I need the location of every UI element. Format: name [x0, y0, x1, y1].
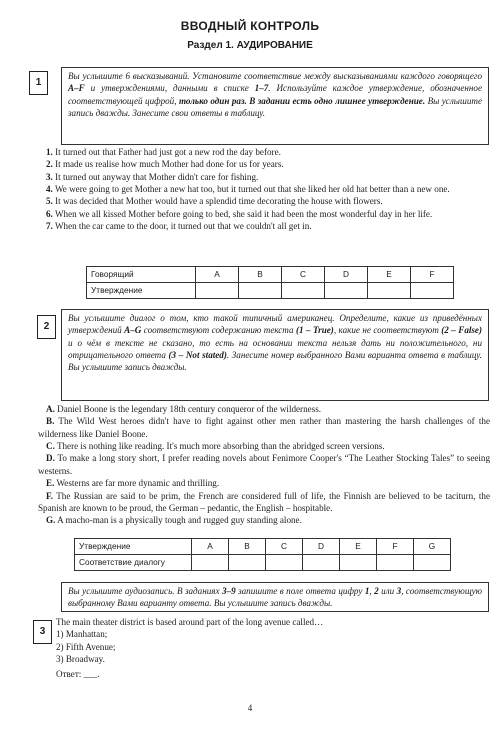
- instr-text: Вы услышите 6 высказываний. Установите соответствие между высказываниями каждого говорящего: [68, 71, 482, 81]
- col-header: G: [414, 539, 451, 555]
- statement-item: [38, 183, 490, 195]
- item-text: It was decided that Mother would have a splendid time decorating the house with flowers.: [55, 196, 383, 207]
- col-header: A: [196, 267, 239, 283]
- instr-text: ,: [369, 586, 375, 596]
- item-key: 1.: [46, 147, 53, 157]
- task-3-number: 3: [33, 620, 52, 644]
- col-header: A: [192, 539, 229, 555]
- instr-emph: (1 – True): [295, 325, 334, 336]
- col-header: E: [340, 539, 377, 555]
- col-header: B: [239, 267, 282, 283]
- page-number: 4: [247, 703, 253, 713]
- instr-text: Вы услышите запись дважды. Занесите свои ответы в таблицу.: [68, 95, 482, 119]
- instr-text: соответствуют содержанию текста: [141, 325, 296, 336]
- item-key: 7.: [46, 221, 53, 232]
- instr-text: и утверждениями, данными в списке: [84, 83, 255, 94]
- answer-cell[interactable]: [414, 555, 451, 571]
- item-text: When the car came to the door, it turned out that we couldn't all get in.: [54, 221, 312, 232]
- instr-emph: 3: [396, 586, 402, 596]
- task-1-statements: [38, 146, 490, 233]
- answer-cell[interactable]: [266, 555, 303, 571]
- statement-item: [38, 477, 490, 489]
- task-2-answer-table: [74, 538, 451, 571]
- instr-text: , соответствующую выбранному Вами варианту ответа. Вы услышите запись дважды.: [68, 586, 483, 609]
- answer-option: 1) Manhattan;: [56, 629, 108, 640]
- item-key: E.: [46, 478, 55, 489]
- instr-emph: только один раз. В задании есть одно лишнее утверждение.: [178, 95, 426, 106]
- task-2-statements: [38, 403, 490, 527]
- item-text: It turned out that Father had just got a new rod the day before.: [55, 147, 281, 157]
- item-key: G.: [46, 515, 56, 526]
- task-1-number: 1: [29, 71, 48, 95]
- statement-item: [38, 158, 490, 170]
- instr-text: . Используйте каждое утверждение, обозначенное соответствующей цифрой,: [68, 83, 482, 106]
- col-header: D: [303, 539, 340, 555]
- item-text: A macho-man is a physically tough and rugged guy standing alone.: [57, 515, 302, 526]
- answer-option: 3) Broadway.: [56, 654, 105, 665]
- row-label: Утверждение: [75, 539, 192, 555]
- statement-item: [38, 514, 490, 526]
- answer-cell[interactable]: [192, 555, 229, 571]
- item-key: F.: [46, 490, 53, 501]
- instr-emph: A–G: [124, 325, 142, 336]
- instr-emph: (2 – False): [441, 325, 482, 336]
- instr-emph: 1–7: [254, 83, 269, 94]
- instr-text: Вы услышите аудиозапись. В заданиях: [68, 586, 222, 596]
- col-header: C: [282, 267, 325, 283]
- item-key: 4.: [46, 184, 53, 195]
- instr-text: , какие не соответствуют: [333, 325, 442, 336]
- row-label: Соответствие диалогу: [75, 555, 192, 571]
- question-text: The main theater district is based around part of the long avenue called…: [56, 617, 324, 627]
- item-text: Daniel Boone is the legendary 18th century conqueror of the wilderness.: [57, 404, 322, 414]
- table-row: [87, 283, 454, 299]
- instr-text: запишите в поле ответа цифру: [235, 586, 365, 596]
- answer-cell[interactable]: [282, 283, 325, 299]
- answer-cell[interactable]: [368, 283, 411, 299]
- col-header: F: [411, 267, 454, 283]
- item-key: C.: [46, 441, 55, 452]
- col-header: B: [229, 539, 266, 555]
- page-title: ВВОДНЫЙ КОНТРОЛЬ: [180, 19, 320, 33]
- item-key: 3.: [46, 171, 53, 182]
- item-text: To make a long story short, I prefer reading novels about Fenimore Cooper's “The Leather Stocking Tales” to seeing westerns.: [38, 453, 491, 476]
- item-key: 2.: [46, 159, 53, 170]
- audio-instructions: [61, 582, 489, 612]
- row-label: Утверждение: [87, 283, 196, 299]
- answer-field[interactable]: Ответ: ___.: [56, 669, 100, 680]
- item-text: Westerns are far more dynamic and thrilling.: [56, 478, 220, 489]
- item-text: It made us realise how much Mother had done for us for years.: [55, 159, 284, 170]
- answer-cell[interactable]: [411, 283, 454, 299]
- instr-emph: 2: [374, 586, 379, 596]
- task-2-instructions: [61, 309, 489, 401]
- table-row: [87, 267, 454, 283]
- item-key: D.: [46, 453, 55, 464]
- statement-item: [38, 171, 490, 183]
- statement-item: [38, 220, 490, 232]
- statement-item: [38, 452, 490, 477]
- statement-item: [38, 195, 490, 207]
- item-key: 5.: [46, 196, 53, 207]
- col-header: D: [325, 267, 368, 283]
- item-key: 6.: [46, 208, 53, 219]
- instr-emph: 1: [364, 586, 370, 596]
- instr-emph: (3 – Not stated): [168, 350, 227, 361]
- col-header: C: [266, 539, 303, 555]
- statement-item: [38, 146, 490, 158]
- statement-item: [38, 208, 490, 220]
- answer-cell[interactable]: [377, 555, 414, 571]
- task-3-question-block: [56, 616, 486, 681]
- answer-cell[interactable]: [325, 283, 368, 299]
- answer-cell[interactable]: [229, 555, 266, 571]
- col-header: F: [377, 539, 414, 555]
- item-text: It turned out anyway that Mother didn't care for fishing.: [55, 171, 259, 182]
- task-1-instructions: [61, 67, 489, 145]
- answer-cell[interactable]: [196, 283, 239, 299]
- instr-text: . Занесите номер выбранного Вами варианта ответа в таблицу. Вы услышите запись дважды.: [68, 350, 482, 373]
- section-title: Раздел 1. АУДИРОВАНИЕ: [187, 40, 313, 51]
- item-text: There is nothing like reading. It's much more absorbing than the abridged screen versions.: [56, 441, 385, 452]
- instr-text: или: [378, 586, 397, 596]
- answer-cell[interactable]: [303, 555, 340, 571]
- instr-text: и о чём в тексте не сказано, то есть на основании текста нельзя дать ни положительного, ни отрицательного ответа: [68, 337, 482, 361]
- instr-text: Вы услышите диалог о том, кто такой типичный американец. Определите, какие из приведённых утверждений: [68, 313, 482, 336]
- item-text: The Russian are said to be prim, the French are considered full of life, the Finnish are believed to be taciturn, the Spanish are known to be proud, the German – pedantic, the English – hospitable.: [38, 490, 491, 513]
- item-text: We were going to get Mother a new hat too, but it turned out that she liked her old hat better than a new one.: [54, 184, 450, 195]
- table-row: [75, 539, 451, 555]
- col-header: E: [368, 267, 411, 283]
- item-key: B.: [46, 416, 55, 427]
- statement-item: [38, 415, 490, 440]
- item-key: A.: [46, 404, 55, 414]
- answer-cell[interactable]: [340, 555, 377, 571]
- instr-emph: 3–9: [221, 586, 236, 596]
- answer-option: 2) Fifth Avenue;: [56, 641, 116, 652]
- instr-emph: A–F: [68, 83, 85, 94]
- task-1-answer-table: [86, 266, 454, 299]
- answer-cell[interactable]: [239, 283, 282, 299]
- statement-item: [38, 403, 490, 415]
- item-text: When we all kissed Mother before going to bed, she said it had been the most wonderful day in her life.: [54, 208, 433, 219]
- statement-item: [38, 440, 490, 452]
- table-row: [75, 555, 451, 571]
- row-label: Говорящий: [87, 267, 196, 283]
- item-text: The Wild West heroes didn't have to fight against other men rather than mastering the harsh challenges of the wilderness like Daniel Boone.: [38, 416, 490, 439]
- task-2-number: 2: [37, 315, 56, 339]
- statement-item: [38, 490, 490, 515]
